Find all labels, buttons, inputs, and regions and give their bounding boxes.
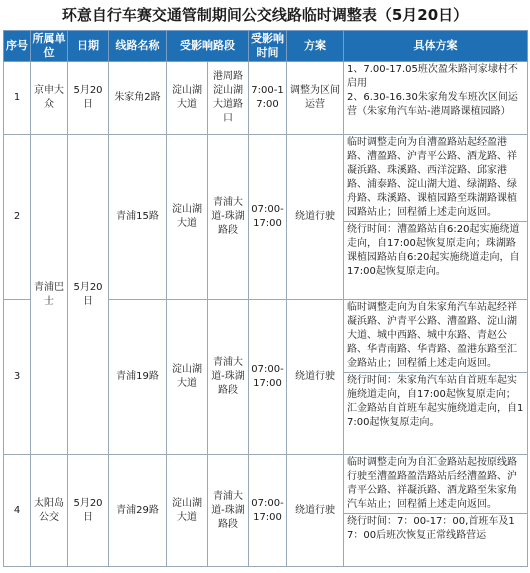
- cell-method: 调整为区间运营: [287, 62, 344, 135]
- table-row: [4, 455, 528, 567]
- header-time: 受影响时间: [249, 31, 287, 62]
- cell-plan: [344, 135, 528, 300]
- plan-line: 2、6.30-16.30朱家角发车班次区间运营（朱家角汽车站-港周路课植园路）: [347, 92, 518, 117]
- cell-unit: 太阳岛公交: [31, 455, 68, 567]
- cell-no: 4: [4, 455, 31, 567]
- cell-unit: 京申大众: [31, 62, 68, 135]
- page-title: 环意自行车赛交通管制期间公交线路临时调整表（5月20日）: [61, 6, 469, 24]
- cell-section: 港周路淀山湖大道路口: [208, 62, 249, 135]
- cell-road: 淀山湖大道: [167, 300, 208, 455]
- adjustment-table: [3, 30, 528, 567]
- cell-road: 淀山湖大道: [167, 455, 208, 567]
- cell-date: 5月20日: [68, 455, 109, 567]
- cell-line: 青浦19路: [109, 300, 167, 455]
- table-row: [4, 135, 528, 300]
- cell-section: 青浦大道-珠湖路段: [208, 300, 249, 455]
- cell-road: 淀山湖大道: [167, 135, 208, 300]
- cell-time: 7:00-17:00: [249, 62, 287, 135]
- plan-line: 临时调整走向为自漕盈路站起经盈港路、漕盈路、沪青平公路、酒龙路、祥凝浜路、珠溪路、西洋淀路、邱家港路、浦泰路、淀山湖大道、绿湖路、绿舟路、珠溪路、课植园路至珠湖路课植园路站止；回程循上述走向返回。: [347, 137, 517, 218]
- cell-plan: [344, 62, 528, 135]
- header-unit: 所属单位: [31, 31, 68, 62]
- header-line: 线路名称: [109, 31, 167, 62]
- cell-unit: 青浦巴士: [31, 135, 68, 455]
- cell-line: 青浦15路: [109, 135, 167, 300]
- header-plan: 具体方案: [344, 31, 528, 62]
- cell-date: 5月20日: [68, 62, 109, 135]
- cell-date: 5月20日: [68, 135, 109, 455]
- cell-method: 绕道行驶: [287, 135, 344, 300]
- cell-method: 绕道行驶: [287, 455, 344, 567]
- cell-plan: [344, 455, 528, 567]
- cell-time: 07:00-17:00: [249, 135, 287, 300]
- header-date: 日期: [68, 31, 109, 62]
- plan-line: 绕行时间：漕盈路站自6:20起实施绕道走向，自17:00起恢复原走向；珠湖路课植园路站自6:20起实施绕道走向，自17:00起恢复原走向。: [344, 221, 527, 280]
- cell-time: 07:00-17:00: [249, 300, 287, 455]
- header-road: 受影响路段: [167, 31, 249, 62]
- header-no: 序号: [4, 31, 31, 62]
- cell-section: 青浦大道-珠湖路段: [208, 455, 249, 567]
- cell-no: 2: [4, 135, 31, 300]
- plan-line: 临时调整走向为自汇金路站起按原线路行驶至漕盈路盈浩路站后经漕盈路、沪青平公路、祥凝浜路、酒龙路至朱家角汽车站止；回程循上述走向返回。: [347, 457, 517, 510]
- cell-road: 淀山湖大道: [167, 62, 208, 135]
- table-row: [4, 62, 528, 135]
- header-row: [4, 31, 528, 62]
- cell-section: 青浦大道-珠湖路段: [208, 135, 249, 300]
- plan-line: 1、7.00-17.05班次盈朱路河家埭村不启用: [347, 64, 518, 89]
- plan-line: 临时调整走向为自朱家角汽车站起经祥凝浜路、沪青平公路、漕盈路、淀山湖大道、城中西路、城中东路、青赵公路、华青南路、华青路、盈港东路至汇金路站止；回程循上述走向返回。: [347, 302, 517, 369]
- plan-line: 绕行时间：朱家角汽车站自首班车起实施绕道走向，自17:00起恢复原走向；汇金路站自首班车起实施绕道走向，自17:00起恢复原走向。: [344, 372, 527, 431]
- cell-plan: [344, 300, 528, 455]
- cell-no: 3: [4, 300, 31, 455]
- cell-time: 07:00-17:00: [249, 455, 287, 567]
- plan-line: 绕行时间：7：00-17：00,首班车及17：00后班次恢复正常线路营运: [344, 513, 527, 544]
- cell-line: 青浦29路: [109, 455, 167, 567]
- cell-method: 绕道行驶: [287, 300, 344, 455]
- header-method: 方案: [287, 31, 344, 62]
- cell-no: 1: [4, 62, 31, 135]
- cell-line: 朱家角2路: [109, 62, 167, 135]
